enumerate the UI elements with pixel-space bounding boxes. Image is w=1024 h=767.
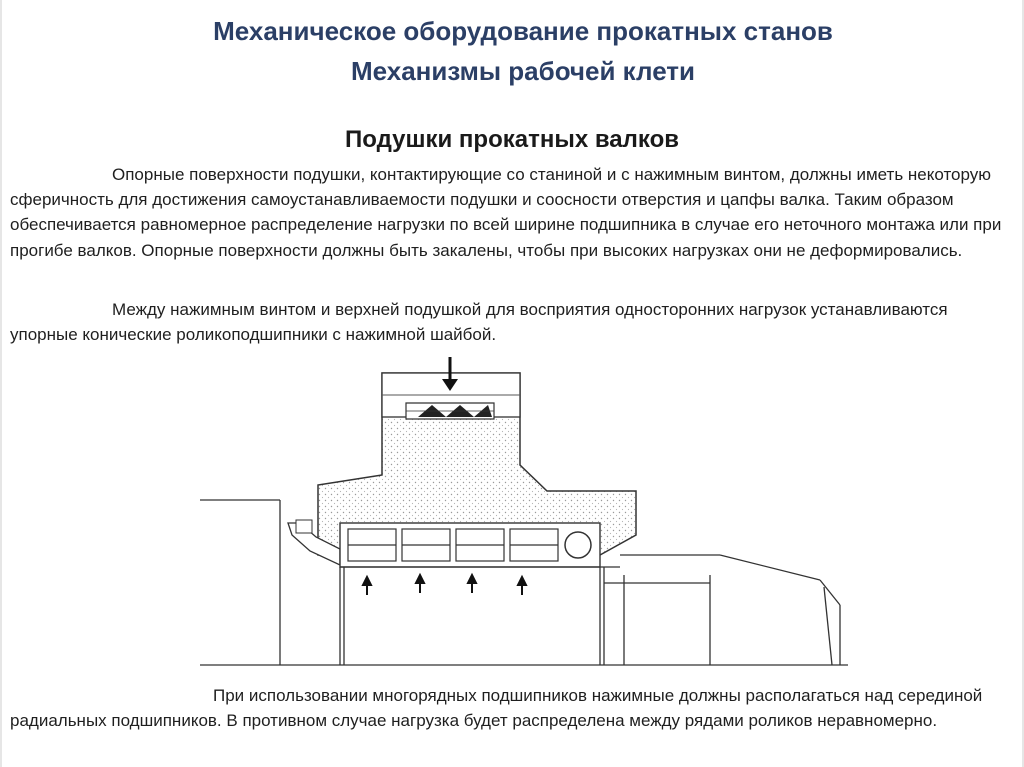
slide-title-line1: Механическое оборудование прокатных станов bbox=[213, 16, 833, 46]
ball-bearing bbox=[565, 532, 591, 558]
paragraph-1-text: Опорные поверхности подушки, контактирующие со станиной и с нажимным винтом, должны иметь некоторую сферичность для достижения самоустанавливаемости подушки и соосности отверстия и цапфы валка. Таким образом обеспечивается равномерное распределение нагрузки по всей ширине подшипника в случае его неточного монтажа или при прогибе валков. Опорные поверхности должны быть закалены, чтобы при высоких нагрузках они не деформировались. bbox=[10, 165, 1002, 260]
slide-title-line2: Механизмы рабочей клети bbox=[350, 56, 696, 86]
section-heading: Подушки прокатных валков bbox=[345, 126, 679, 153]
paragraph-2-text: Между нажимным винтом и верхней подушкой для восприятия односторонних нагрузок устанавливаются упорные конические роликоподшипники с нажимной шайбой. bbox=[10, 300, 948, 345]
load-arrows-bottom bbox=[363, 575, 526, 595]
paragraph-2 bbox=[10, 297, 1015, 347]
thrust-bearing bbox=[406, 403, 494, 419]
paragraph-3-text: При использовании многорядных подшипников нажимные должны располагаться над серединой радиальных подшипников. В противном случае нагрузка будет распределена между рядами роликов неравномерно. bbox=[10, 686, 983, 731]
roll-chock-drawing bbox=[0, 355, 1024, 675]
paragraph-3 bbox=[10, 683, 1015, 733]
paragraph-1 bbox=[10, 162, 1015, 263]
